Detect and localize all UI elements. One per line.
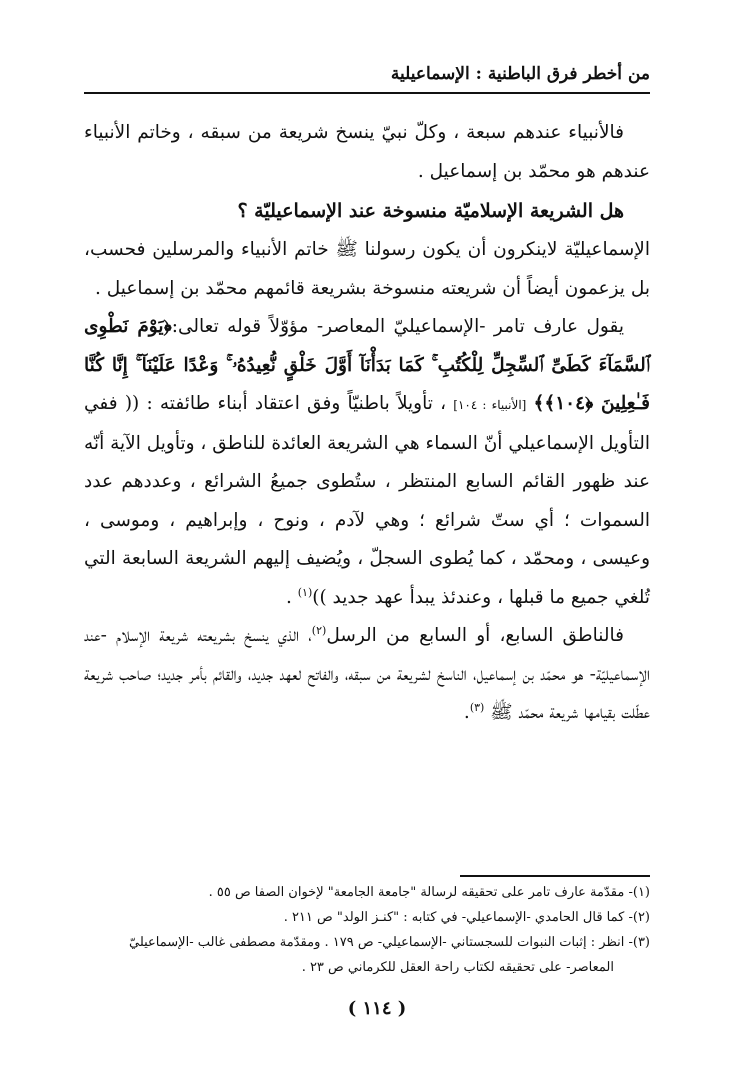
footnote-3-continuation: المعاصر- على تحقيقه لكتاب راحة العقل للكرماني ص ٢٣ . [301,960,614,975]
quran-verse: ﴿يَوْمَ نَطْوِى ٱلسَّمَآءَ كَطَىِّ ٱلسِّجِلِّ لِلْكُتُبِ ۚ كَمَا بَدَأْنَآ أَوَّلَ خَلْقٍ نُّعِيدُهُۥ ۚ وَعْدًا عَلَيْنَآ ۚ إِنَّا كُنَّا فَـٰعِلِينَ ﴿١٠٤﴾﴾ [84,316,650,414]
footnote-marker-2[interactable]: (٢) [311,623,327,637]
seventh-speaker-a: فالناطق السابع، أو السابع من الرسل [326,625,624,646]
running-header: من أخطر فرق الباطنية : الإسماعيلية [390,64,650,84]
quote-body: ، تأويلاً باطنيّاً وفق اعتقاد أبناء طائفته : (( ففي التأويل الإسماعيلي أنّ السماء هي الشريعة العائدة للناطق ، وتأويل الآية أنّه عند ظهور القائم السابع المنتظر ، ستُطوى جميعُ الشرائع ، وعددهم عدد السموات ؛ أي ستّ شرائع ؛ وهي لآدم ، ونوح ، وإبراهيم ، وموسى ، وعيسى ، ومحمّد ، كما يُطوى السجلّ ، ويُضيف إليهم الشريعة السابعة التي تُلغي جميع ما قبلها ، وعندئذ يبدأ عهد جديد )) [84,393,650,608]
paragraph-seventh-speaker [84,617,650,733]
page-number: ( ١١٤ ) [347,998,407,1019]
quote-end: . [285,586,298,608]
paragraph-tamer-quote [84,308,650,617]
seventh-speaker-end: . [463,702,470,723]
footnote-1: (١)- مقدّمة عارف تامر على تحقيقه لرسالة "جامعة الجامعة" لإخوان الصفا ص ٥٥ . [208,885,650,900]
footnote-2: (٢)- كما قال الحامدي -الإسماعيلي- في كتابه : "كنـز الولد" ص ٢١١ . [283,910,650,925]
header-rule [84,92,650,94]
footnote-3: (٣)- انظر : إثبات النبوات للسجستاني -الإسماعيلي- ص ١٧٩ . ومقدّمة مصطفى غالب -الإسماعيليّ [128,935,650,950]
section-heading: هل الشريعة الإسلاميّة منسوخة عند الإسماعيليّة ؟ [237,200,624,222]
body-text [84,114,650,733]
verse-reference: [الأنبياء : ١٠٤] [453,398,527,412]
footnote-marker-1[interactable]: (١) [297,585,313,599]
quote-intro: يقول عارف تامر -الإسماعيليّ المعاصر- مؤوّلاً قوله تعالى: [171,316,624,337]
footnote-marker-3[interactable]: (٣) [469,700,485,714]
paragraph-abrogation: الإسماعيليّة لاينكرون أن يكون رسولنا ﷺ خاتم الأنبياء والمرسلين فحسب، بل يزعمون أيضاً أن شريعته منسوخة بشريعة قائمهم محمّد بن إسماعيل . [84,239,650,299]
footnote-rule [460,875,650,877]
paragraph-prophets: فالأنبياء عندهم سبعة ، وكلّ نبيّ ينسخ شريعة من سبقه ، وخاتم الأنبياء عندهم هو محمّد بن إسماعيل . [84,122,650,182]
footnotes [84,880,650,980]
seventh-speaker-b: ، الذي ينسخ بشريعته شريعة الإسلام -عند الإسماعيليّة- هو محمّد بن إسماعيل، الناسخ لشريعة من سبقه، والفاتح لعهد جديد، والقائم بأمر جديد؛ صاحب شريعة عطّلت بقيامها شريعة محمّد ﷺ [84,625,650,723]
